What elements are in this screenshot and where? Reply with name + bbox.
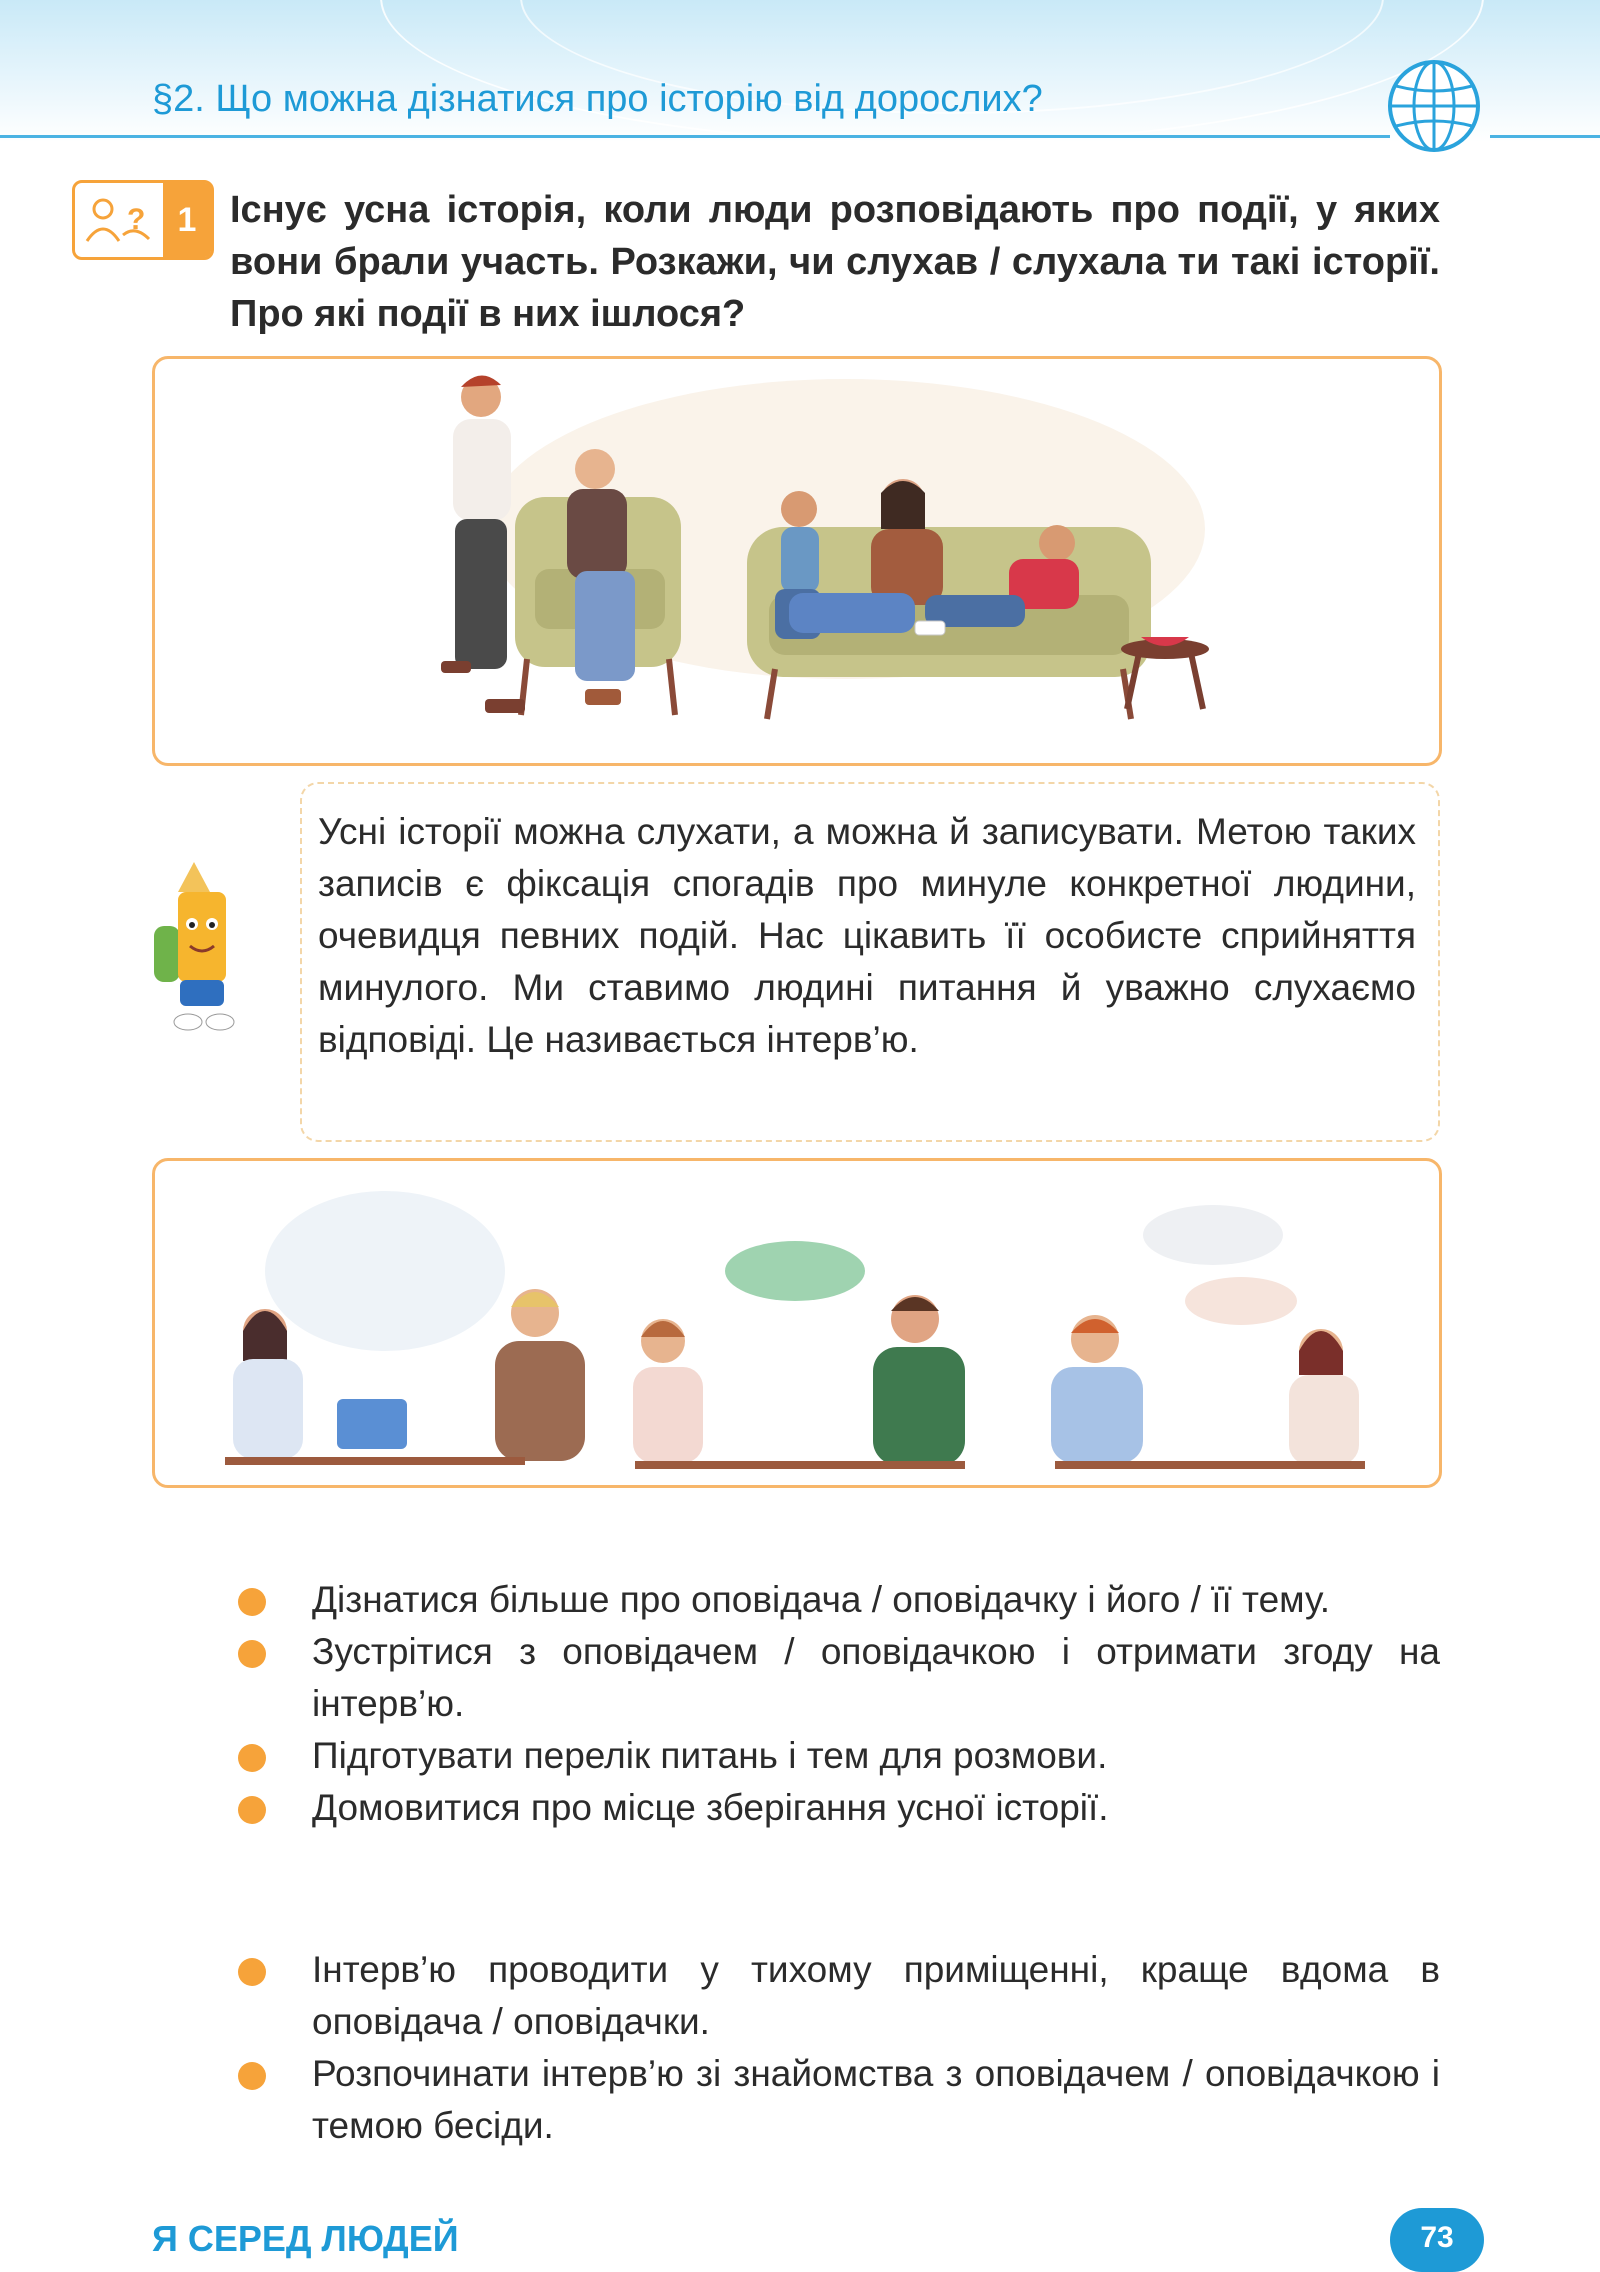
pencil-mascot-icon bbox=[146, 862, 256, 1038]
task-question: Існує усна історія, коли люди розповідають про події, у яких вони брали участь. Розкажи, чи слухав / слухала ти такі історії. Про які події в них ішлося? bbox=[230, 189, 1440, 335]
list-item: Розпочинати інтерв’ю зі знайомства з оповідачем / оповідачкою і темою бесіди. bbox=[232, 2048, 1440, 2152]
page-number: 73 bbox=[1390, 2208, 1484, 2272]
list-item: Домовитися про місце зберігання усної історії. bbox=[232, 1782, 1440, 1834]
bullet-dot bbox=[238, 1640, 266, 1668]
speech-text: Усні історії можна слухати, а можна й записувати. Метою таких записів є фіксація спогадів про минуле конкретної людини, очевидця певних подій. Нас цікавить її особисте сприйняття минулого. Ми ставимо людині питання й уважно слухаємо відповіді. Це називається інтерв’ю. bbox=[318, 811, 1416, 1060]
bullet-dot bbox=[238, 1958, 266, 1986]
people-question-icon bbox=[83, 195, 155, 247]
family-illustration-panel bbox=[152, 356, 1442, 766]
header-divider bbox=[0, 135, 1390, 138]
globe-icon bbox=[1386, 58, 1482, 154]
header-divider bbox=[1490, 135, 1600, 138]
list-item: Підготувати перелік питань і тем для розмови. bbox=[232, 1730, 1440, 1782]
interview-pairs-illustration bbox=[155, 1161, 1439, 1485]
section-title: Я СЕРЕД ЛЮДЕЙ bbox=[152, 2218, 459, 2259]
bullet-dot bbox=[238, 1796, 266, 1824]
list-item: Зустрітися з оповідачем / оповідачкою і отримати згоду на інтерв’ю. bbox=[232, 1626, 1440, 1730]
bullet-dot bbox=[238, 1744, 266, 1772]
family-storytelling-illustration bbox=[155, 359, 1439, 763]
list-item: Інтерв’ю проводити у тихому приміщенні, краще вдома в оповідача / оповідачки. bbox=[232, 1944, 1440, 2048]
conduct-list bbox=[232, 1944, 1440, 2152]
task-number: 1 bbox=[163, 183, 211, 257]
bullet-dot bbox=[238, 2062, 266, 2090]
list-item: Дізнатися більше про оповідача / оповідачку і його / її тему. bbox=[232, 1574, 1440, 1626]
bullet-dot bbox=[238, 1588, 266, 1616]
interview-illustration-panel bbox=[152, 1158, 1442, 1488]
svg-text:?: ? bbox=[127, 203, 146, 236]
chapter-title: §2. Що можна дізнатися про історію від дорослих? bbox=[152, 78, 1043, 120]
task-badge bbox=[72, 180, 214, 260]
preparation-list bbox=[232, 1574, 1440, 1834]
